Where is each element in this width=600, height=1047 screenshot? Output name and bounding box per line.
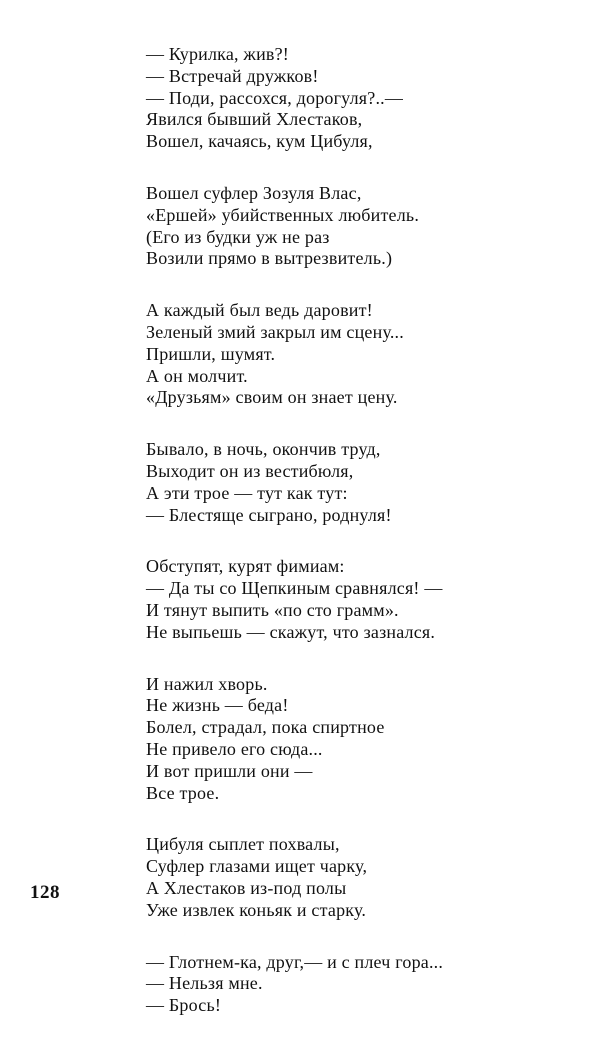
poem-line: — Встречай дружков! [146,65,319,86]
stanza [146,952,566,1017]
poem-line: — Курилка, жив?! [146,44,289,64]
poem-line: — Поди, рассохся, дорогуля?..— [146,87,404,108]
stanza [146,44,566,153]
poem-line: Обступят, курят фимиам: [146,556,345,577]
poem-line: Зеленый змий закрыл им сцену... [146,321,404,342]
stanza [146,183,566,270]
poem-line: Суфлер глазами ищет чарку, [146,856,368,877]
poem-line: «Друзьям» своим он знает цену. [146,387,398,408]
poem-line: Не выпьешь — скажут, что зазнался. [146,621,436,642]
poem-line: (Его из будки уж не раз [146,226,330,247]
stanza [146,439,566,526]
poem-line: Вошел, качаясь, кум Цибуля, [146,131,373,152]
poem-line: Бывало, в ночь, окончив труд, [146,439,381,460]
poem-line: «Ершей» убийственных любитель. [146,204,420,225]
poem-line: — Да ты со Щепкиным сравнялся! — [146,578,443,599]
poem-line: Все трое. [146,782,220,803]
poem-line: И тянут выпить «по сто грамм». [146,599,399,620]
poem-text [146,44,566,1047]
poem-line: Цибуля сыплет похвалы, [146,834,340,855]
stanza [146,556,566,643]
poem-line: А Хлестаков из-под полы [146,877,347,898]
poem-line: А эти трое — тут как тут: [146,482,348,503]
poem-line: Уже извлек коньяк и старку. [146,899,367,920]
stanza [146,674,566,805]
poem-line: Болел, страдал, пока спиртное [146,717,385,738]
stanza [146,834,566,921]
poem-line: Возили прямо в вытрезвитель.) [146,248,393,269]
poem-line: А он молчит. [146,365,248,386]
poem-line: А каждый был ведь даровит! [146,300,373,321]
poem-line: — Брось! [146,995,222,1016]
poem-line: — Блестяще сыграно, роднуля! [146,504,392,525]
poem-line: Пришли, шумят. [146,343,276,364]
poem-line: И вот пришли они — [146,760,313,781]
poem-line: — Глотнем-ка, друг,— и с плеч гора... [146,951,444,972]
poem-line: Явился бывший Хлестаков, [146,109,363,130]
poem-line: Не привело его сюда... [146,738,323,759]
poem-line: И нажил хворь. [146,673,268,694]
page-number: 128 [30,882,60,903]
poem-line: Вошел суфлер Зозуля Влас, [146,182,362,203]
poem-line: Не жизнь — беда! [146,695,289,716]
poem-line: Выходит он из вестибюля, [146,460,354,481]
stanza [146,300,566,409]
poem-line: — Нельзя мне. [146,973,263,994]
